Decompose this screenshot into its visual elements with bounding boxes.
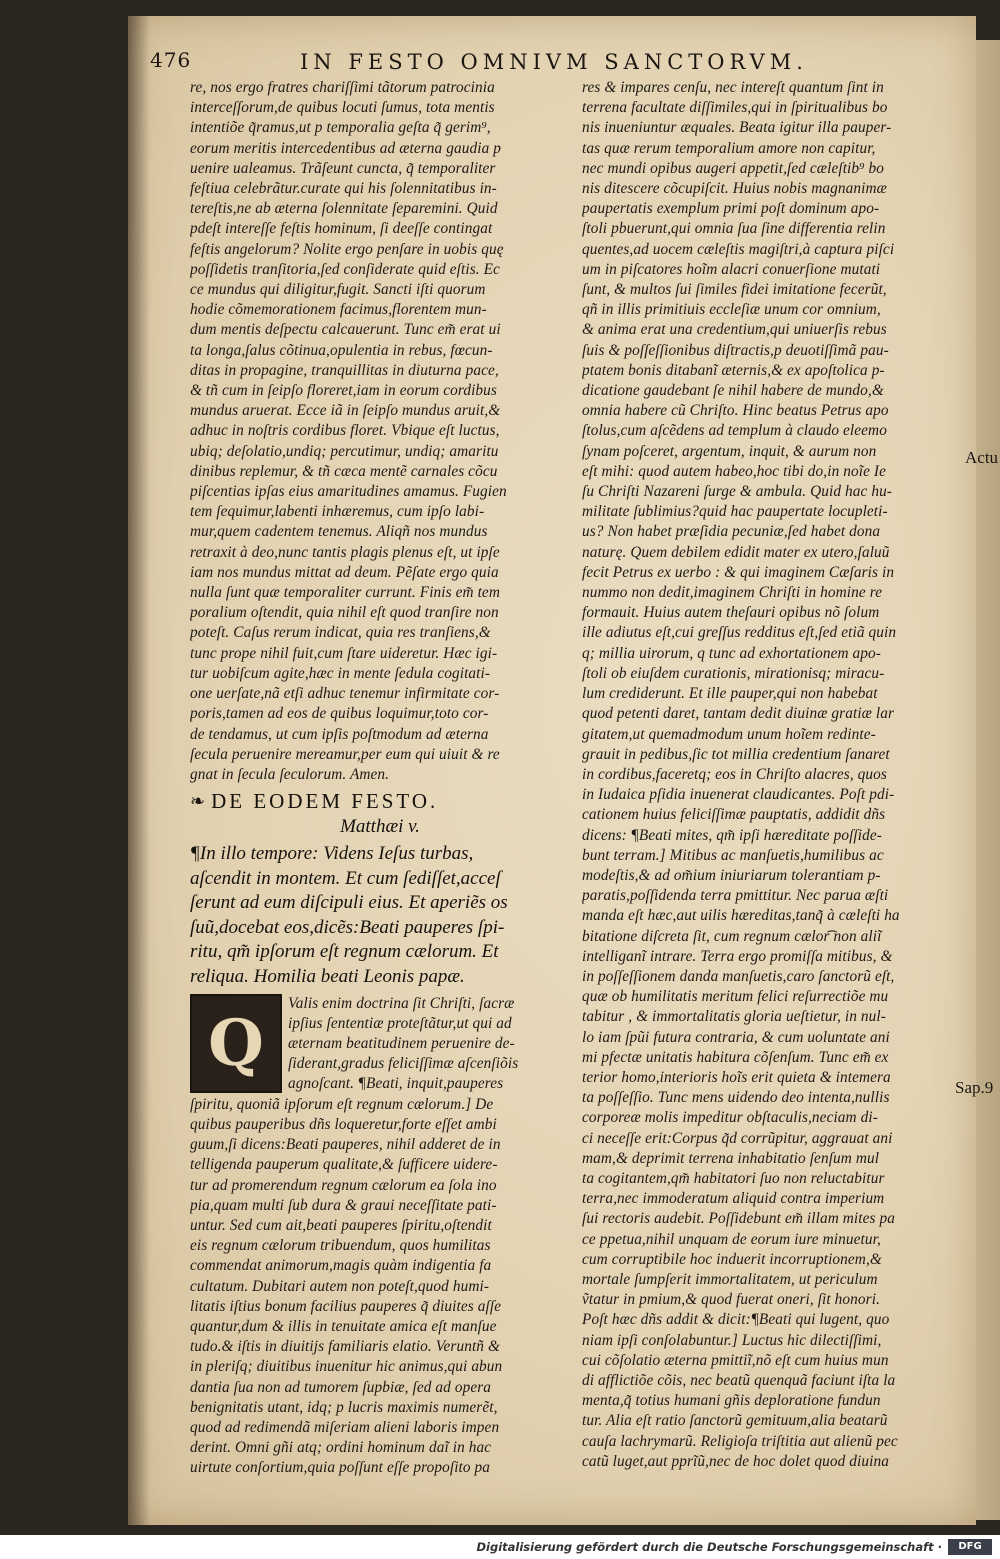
page-number: 476	[150, 48, 192, 72]
initial-letter: Q	[208, 1005, 264, 1081]
text-line: quibus pauperibus dñs loqueretur,forte eſſet ambi	[190, 1115, 497, 1133]
text-line: in cordibus,faceretq; eos in Chriſto alacres, quos	[582, 765, 887, 783]
margin-note-sap: Sap.9	[955, 1078, 994, 1097]
text-line: commendat animorum,magis quàm indigentia fa	[190, 1257, 492, 1275]
gospel-line: ſerunt ad eum diſcipuli eius. Et aperiẽs os	[190, 892, 508, 914]
text-line: lum crediderunt. Et ille pauper,qui non habebat	[582, 685, 878, 703]
gospel-text	[190, 842, 570, 990]
text-line: ta longa,ſalus cõtinua,opulentia in rebus, fœcun-	[190, 341, 493, 359]
text-line: & anima erat una credentium,qui uniuerſis rebus	[582, 321, 887, 339]
text-line: hodie cõmemorationem facimus,florentem mun-	[190, 301, 487, 319]
text-line: fecit Petrus ex uerbo : & qui imaginem Cæſaris in	[582, 563, 895, 581]
text-line: us? Non habet præſidia pecuniæ,ſed habet dona	[582, 523, 881, 541]
gutter-shadow	[128, 16, 150, 1525]
text-line: paupertatis exemplum primi poſt dominum apo-	[582, 200, 880, 218]
text-line: eſt mihi: quod autem habeo,hoc tibi do,in noĩe Ie	[582, 462, 886, 480]
gospel-line: ſuũ,docebat eos,dicẽs:Beati pauperes ſpi-	[190, 916, 505, 938]
text-line: eis regnum cælorum tribuendum, quos humilitas	[190, 1237, 491, 1255]
text-line: ce ppetua,nihil unquam de eorum iure minuetur,	[582, 1230, 881, 1248]
text-line: grauit in pedibus,ſic tot millia credentium ſanaret	[582, 745, 890, 763]
text-line: tur uobiſcum agite,hæc in mente ſedula cogitati-	[190, 664, 491, 682]
text-line: poteſt. Caſus rerum indicat, quia res tranſiens,&	[190, 624, 491, 642]
text-line: corporeæ molis impeditur obſtaculis,neciam di-	[582, 1109, 878, 1127]
gospel-line: ¶In illo tempore: Videns Ieſus turbas,	[190, 843, 474, 865]
text-line: ce mundus qui diligitur,fugit. Sancti iſti quorum	[190, 281, 486, 299]
text-line: um in piſcatores hoĩm alacri conuerſione mutati	[582, 260, 881, 278]
text-line: re, nos ergo fratres chariſſimi tãtorum patrocinia	[190, 79, 495, 96]
text-line: catũ luget,aut pprĩũ,nec de hoc dolet quod diuina	[582, 1452, 889, 1470]
text-line: omnia habere cũ Chriſto. Hinc beatus Petrus apo	[582, 402, 889, 420]
text-line: gitatem,ut quemadmodum unum hoĩem redinte-	[582, 725, 876, 743]
text-line: guum,ſi dicens:Beati pauperes, nihil adderet de in	[190, 1136, 501, 1154]
text-line: gnat in ſecula ſeculorum. Amen.	[190, 765, 390, 783]
text-line: retraxit à deo,nunc tantis plagis plenus eſt, ut ipſe	[190, 543, 500, 561]
text-line: menta,q̃ totius humani gñis deploratione fundun	[582, 1392, 881, 1410]
drop-cap-text	[288, 994, 518, 1095]
text-line: intentiõe q̃ramus,ut p temporalia geſta q̃ gerim⁹,	[190, 119, 491, 137]
text-line: quod petenti daret, tantam dedit diuinæ gratiæ lar	[582, 705, 895, 723]
text-line: in pleriſq; diuitibus inuenitur hic animus,qui abun	[190, 1358, 503, 1376]
text-line: modeſtis,& ad om̃ium iniuriarum tolerantiam p-	[582, 866, 881, 884]
gospel-line: reliqua. Homilia beati Leonis papæ.	[190, 966, 465, 988]
text-line: ptatem bonis ditabanĩ æternis,& ex apoſtolica p-	[582, 361, 885, 379]
text-line: quod ad redimendã miſeriam alieni laboris impen	[190, 1418, 500, 1436]
dfg-logo-icon: DFG	[948, 1539, 992, 1555]
text-line: bitatione diſcreta ſit, cum regnum cælor͡ non aliĩ	[582, 927, 882, 945]
left-column	[190, 78, 570, 1479]
text-line: naturę. Quem debilem edidit mater ex utero,ſaluũ	[582, 543, 890, 561]
text-line: terior homo,interioris hoĩs erit quieta & intemera	[582, 1068, 891, 1086]
text-line: ta poſſeſſio. Tunc mens uidendo deo intenta,nullis	[582, 1089, 890, 1107]
text-line: untur. Sed cum ait,beati pauperes ſpiritu,oſtendit	[190, 1216, 492, 1234]
section-heading: DE EODEM FESTO.	[211, 789, 439, 814]
text-line: de tendamus, ut cum ipſis poſtmodum ad æterna	[190, 725, 489, 743]
text-line: poſſidetis tranſitoria,ſed conſiderate quid eſtis. Ec	[190, 260, 500, 278]
text-line: qñ in illis primitiuis eccleſiæ unum cor omnium,	[582, 301, 881, 319]
text-line: ipſius ſententiæ proteſtãtur,ut qui ad	[288, 1014, 512, 1032]
text-line: q; millia uirorum, q tunc ad exhortationem apo-	[582, 644, 881, 662]
text-line: in Iudaica pſidia inuenerat claudicantes. Poſt pdi-	[582, 786, 895, 804]
text-line: agnoſcant. ¶Beati, inquit,pauperes	[288, 1075, 504, 1093]
text-line: in poſſeſſionem danda manſuetis,caro ſanctorũ eſt,	[582, 967, 895, 985]
section-heading-row	[190, 789, 570, 814]
text-line: mortale ſumpſerit immortalitatem, ut periculum	[582, 1270, 878, 1288]
text-line: uenire ualeamus. Trãſeunt cuncta, q̃ temporaliter	[190, 159, 496, 177]
text-line: tunc prope nihil fuit,cum ſtare uideretur. Hæc igi-	[190, 644, 498, 662]
text-line: ſui rectoris audebit. Poſſidebunt em̃ illam mites pa	[582, 1210, 895, 1228]
text-line: lo iam ſpũi futura contraria, & cum uoluntate ani	[582, 1028, 890, 1046]
left-column-bottom-text	[190, 1095, 570, 1479]
text-line: mi pfectæ unitatis habitura cõſenſum. Tunc em̃ ex	[582, 1048, 889, 1066]
running-head: IN FESTO OMNIVM SANCTORVM.	[300, 50, 808, 74]
text-line: ſunt, & multos ſui ſimiles fidei imitatione fecerũt,	[582, 281, 887, 299]
text-line: terra,nec immoderatum aliquid contra imperium	[582, 1190, 885, 1208]
text-line: quentes,ad uocem cæleſtis magiſtri,à captura piſci	[582, 240, 895, 258]
text-line: piſcentias ipſas eius amaritudines amamus. Fugien	[190, 483, 507, 501]
text-line: interceſſorum,de quibus locuti ſumus, tota mentis	[190, 99, 495, 117]
text-line: pdeſt intereſſe feſtis hominum, ſi deeſſe contingat	[190, 220, 493, 238]
text-line: ille adiutus eſt,cui greſſus redditus eſt,ſed etiã quin	[582, 624, 897, 642]
text-line: one uerſate,nã etſi adhuc tenemur infirmitate cor-	[190, 685, 500, 703]
text-line: derint. Omni gñi atq; ordini hominum daĩ in hac	[190, 1439, 492, 1457]
text-line: intelliganĩ intrare. Terra ergo promiſſa mitibus, &	[582, 947, 893, 965]
text-line: ubiq; deſolatio,undiq; percutimur, undiq; amaritu	[190, 442, 499, 460]
text-line: ſtolus,cum aſcẽdens ad templum à claudo eleemo	[582, 422, 887, 440]
text-line: niam ipſi conſolabuntur.] Luctus hic dilectiſſimi,	[582, 1331, 882, 1349]
text-line: quantur,dum & illis in tenuitate amica eſt manſue	[190, 1317, 497, 1335]
text-line: ſynam poſceret, argentum, inquit, & aurum non	[582, 442, 877, 460]
text-line: formauit. Huius autem theſauri opibus nõ ſolum	[582, 604, 880, 622]
text-line: cui cõſolatio æterna pmittiĩ,nõ eſt cum huius mun	[582, 1351, 889, 1369]
text-line: poris,tamen ad eos de quibus loquimur,toto cor-	[190, 705, 489, 723]
text-line: cauſa lachrymarũ. Religioſa triſtitia aut alienũ pec	[582, 1432, 898, 1450]
text-line: ci neceſſe erit:Corpus q̃d corrũpitur, aggrauat ani	[582, 1129, 893, 1147]
text-line: dicens: ¶Beati mites, qm̃ ipſi hæreditate poſſide-	[582, 826, 882, 844]
text-line: mam,& deprimit terrena inhabitatio ſenſum mul	[582, 1149, 880, 1167]
text-line: res & impares cenſu, nec intereſt quantum ſint in	[582, 79, 884, 96]
text-line: æternam beatitudinem peruenire de-	[288, 1035, 515, 1053]
fleuron-icon: ❧	[190, 791, 206, 812]
text-line: paratis,poſſidenda terra pmittitur. Nec parua æſti	[582, 887, 889, 905]
text-line: dinibus replemur, & tñ cæca mentẽ carnales cõcu	[190, 462, 498, 480]
text-line: tabitur , & immortalitatis gloria ueſtietur, in nul-	[582, 1008, 886, 1026]
gospel-reference: Matthæi v.	[340, 816, 420, 838]
text-line: feſtiua celebrãtur.curate qui his ſolennitatibus in-	[190, 180, 497, 198]
text-line: ſuis & poſſeſſionibus diſtractis,p deuotiſſimã pau-	[582, 341, 889, 359]
footer-credit: Digitalisierung gefördert durch die Deutsche Forschungsgemeinschaft ·	[476, 1540, 942, 1554]
text-line: poralium oſtendit, quia nihil eſt quod tranſire non	[190, 604, 499, 622]
gospel-line: ritu, qm̃ ipſorum eſt regnum cælorum. Et	[190, 941, 499, 963]
margin-note-acts: Actu	[965, 448, 999, 467]
text-line: bunt terram.] Mitibus ac manſuetis,humilibus ac	[582, 846, 884, 864]
text-line: tur ad promerendum regnum cælorum ea ſola ino	[190, 1176, 497, 1194]
text-line: tem ſequimur,labenti inhæremus, cum ipſo labi-	[190, 503, 485, 521]
text-line: ſiderant,gradus feliciſſimæ aſcenſiõis	[288, 1055, 519, 1073]
text-line: Valis enim doctrina ſit Chriſti, ſacræ	[288, 994, 515, 1012]
text-line: cationem huius feliciſſimæ pauptatis, addidit dñs	[582, 806, 886, 824]
text-line: ſtoli ob eiuſdem curationis, mirationisq; miracu-	[582, 664, 885, 682]
text-line: ſecula peruenire mereamur,per eum qui uiuit & re	[190, 745, 500, 763]
right-column	[582, 78, 957, 1472]
text-line: tudo.& iſtis in diuitijs familiaris elatio. Veruntñ &	[190, 1338, 500, 1356]
text-line: tereſtis,ne ab æterna ſolennitate ſeparemini. Quid	[190, 200, 498, 218]
homily-opening	[190, 994, 570, 1095]
text-line: feſtis angelorum? Nolite ergo penſare in uobis quę	[190, 240, 504, 258]
text-line: manda eſt hæc,aut uilis hæreditas,tanq̃ à cæleſti ha	[582, 907, 900, 925]
text-line: tur. Alia eſt ratio ſanctorũ gemituum,alia beatarũ	[582, 1412, 888, 1430]
text-line: nis ditescere cõcupiſcit. Huius nobis magnanimæ	[582, 180, 887, 198]
text-line: ſpiritu, quoniã ipſorum eſt regnum cælorum.] De	[190, 1095, 494, 1113]
text-line: militate ſublimius?quid hac paupertate locupleti-	[582, 503, 888, 521]
text-line: terrena facultate diſſimiles,qui in ſpiritualibus bo	[582, 99, 888, 117]
text-line: cultatum. Dubitari autem non poteſt,quod humi-	[190, 1277, 490, 1295]
text-line: ta cogitantem,qm̃ habitatori ſuo non reluctabitur	[582, 1169, 885, 1187]
text-line: uirtute conſortium,quia poſſunt eſſe propoſito pa	[190, 1459, 491, 1477]
text-line: nummo non dedit,imaginem Chriſti in homine re	[582, 584, 883, 602]
text-line: dantia ſua non ad tumorem ſupbiæ, ſed ad opera	[190, 1378, 492, 1396]
text-line: adhuc in noſtris cordibus floret. Vbique eſt luctus,	[190, 422, 500, 440]
text-line: mundus aruerat. Ecce iã in ſeipſo mundus aruit,&	[190, 402, 501, 420]
gospel-line: aſcendit in montem. Et cum ſediſſet,acceſ	[190, 867, 501, 889]
text-line: ṽtatur in pmium,& quod fuerat oneri, ſit honori.	[582, 1291, 880, 1309]
text-line: dicatione gaudebant ſe nihil habere de mundo,&	[582, 382, 884, 400]
text-line: pia,quam multi ſub dura & graui neceſſitate pati-	[190, 1196, 497, 1214]
text-line: ditas in propagine, tranquillitas in diuturna pace,	[190, 361, 499, 379]
decorated-initial	[190, 994, 282, 1093]
text-line: nec mundi opibus augeri appetit,ſed cæleſtib⁹ bo	[582, 159, 884, 177]
digitization-footer	[0, 1535, 1000, 1559]
text-line: mur,quem cadentem tenemus. Aliqñ nos mundus	[190, 523, 488, 541]
text-line: quæ ob humilitatis meritum felici reſurrectiõe mu	[582, 988, 889, 1006]
text-line: litatis iſtius bonum facilius pauperes q̃ diuites aſſe	[190, 1297, 502, 1315]
left-column-top-text	[190, 78, 570, 785]
text-line: ſtoli pbuerunt,qui omnia ſua ſine differentia relin	[582, 220, 886, 238]
text-line: tas quæ rerum temporalium amore non capitur,	[582, 139, 876, 157]
text-line: iam nos mundus mittat ad deum. Pẽſate ergo quia	[190, 563, 499, 581]
text-line: benignitatis utant, idq; p lucris maximis numerẽt,	[190, 1398, 498, 1416]
text-line: telligenda pauperum qualitate,& ſufficere uidere-	[190, 1156, 498, 1174]
text-line: nis inueniuntur æquales. Beata igitur illa pauper-	[582, 119, 892, 137]
text-line: Poſt hæc dñs addit & dicit:¶Beati qui lugent, quo	[582, 1311, 890, 1329]
text-line: nulla ſunt quæ temporaliter currunt. Finis em̃ tem	[190, 584, 500, 602]
text-line: dum mentis deſpectu calcauerunt. Tunc em̃ erat ui	[190, 321, 501, 339]
text-line: & tñ cum in ſeipſo floreret,iam in eorum cordibus	[190, 382, 497, 400]
text-line: di afflictiõe cõis, nec beatũ quenquã faciunt iſta la	[582, 1372, 896, 1389]
text-line: eorum meritis intercedentibus ad æterna gaudia p	[190, 139, 501, 157]
text-line: cum corruptibile hoc induerit incorruptionem,&	[582, 1250, 882, 1268]
text-line: ſu Chriſti Nazareni ſurge & ambula. Quid hac hu-	[582, 483, 893, 501]
